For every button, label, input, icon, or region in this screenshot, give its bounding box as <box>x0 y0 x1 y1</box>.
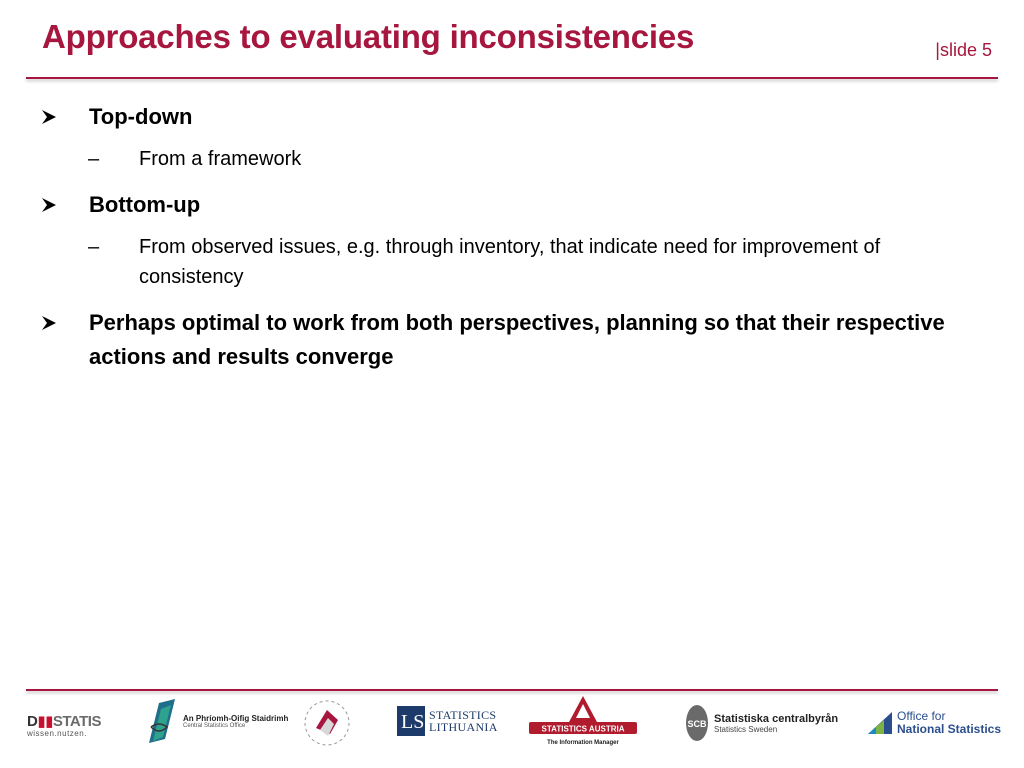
destatis-tagline: wissen.nutzen. <box>27 729 87 738</box>
statistics-sweden-logo <box>685 704 838 742</box>
svg-text:LS: LS <box>401 711 425 733</box>
slide-title: Approaches to evaluating inconsistencies <box>42 18 695 55</box>
sub-bullet-text: From a framework <box>139 148 302 170</box>
lithuania-statistics-logo <box>397 706 498 736</box>
arrow-bullet-icon <box>40 108 58 126</box>
ons-line2: National Statistics <box>897 722 1002 736</box>
bullet-text: Bottom-up <box>89 192 201 217</box>
latvia-statistics-logo <box>302 694 352 752</box>
ons-line1: Office for <box>897 709 946 723</box>
latvia-emblem-icon <box>302 694 352 752</box>
arrow-bullet-icon <box>40 196 58 214</box>
arrow-bullet-icon <box>40 314 58 332</box>
sub-bullet-framework <box>40 144 970 174</box>
austria-name: STATISTICS AUSTRIA <box>541 724 625 734</box>
slide-number: |slide 5 <box>935 40 992 60</box>
destatis-logo <box>27 712 101 738</box>
sub-bullet-observed-issues <box>40 232 899 292</box>
austria-emblem-icon <box>527 694 639 748</box>
slide-body <box>40 100 970 374</box>
ons-emblem-icon <box>868 712 892 734</box>
ireland-cso-logo <box>145 697 288 745</box>
lithuania-line1: STATISTICS <box>429 708 497 722</box>
bullet-text: Top-down <box>89 104 193 129</box>
scb-swedish-name: Statistiska centralbyrån <box>714 712 839 725</box>
destatis-wordmark: D▮▮STATIS <box>27 713 101 730</box>
sub-bullet-text: From observed issues, e.g. through inventory, that indicate need for improvement of consistency <box>139 236 881 288</box>
scb-emblem-icon <box>685 704 709 742</box>
statistics-austria-logo <box>527 694 639 748</box>
austria-tagline: The Information Manager <box>547 740 619 746</box>
partner-logos <box>0 692 1024 768</box>
bullet-text: Perhaps optimal to work from both perspectives, planning so that their respective actions and results converge <box>89 310 945 369</box>
dash-bullet: – <box>88 236 100 258</box>
bullet-top-down <box>40 100 970 134</box>
dash-bullet: – <box>88 148 100 170</box>
scb-english-name: Statistics Sweden <box>714 724 778 734</box>
footer-divider <box>26 689 998 691</box>
header-divider <box>26 77 998 79</box>
bullet-perhaps-optimal <box>40 306 949 374</box>
ons-logo <box>868 710 1001 736</box>
scb-badge: SCB <box>687 719 707 729</box>
bullet-bottom-up <box>40 188 970 222</box>
cso-irish-name: An Phríomh-Oifig Staidrimh <box>183 713 289 723</box>
cso-english-name: Central Statistics Office <box>183 722 246 729</box>
lithuania-emblem-icon <box>397 706 425 736</box>
cso-emblem-icon <box>145 697 179 745</box>
lithuania-line2: LITHUANIA <box>429 720 498 734</box>
